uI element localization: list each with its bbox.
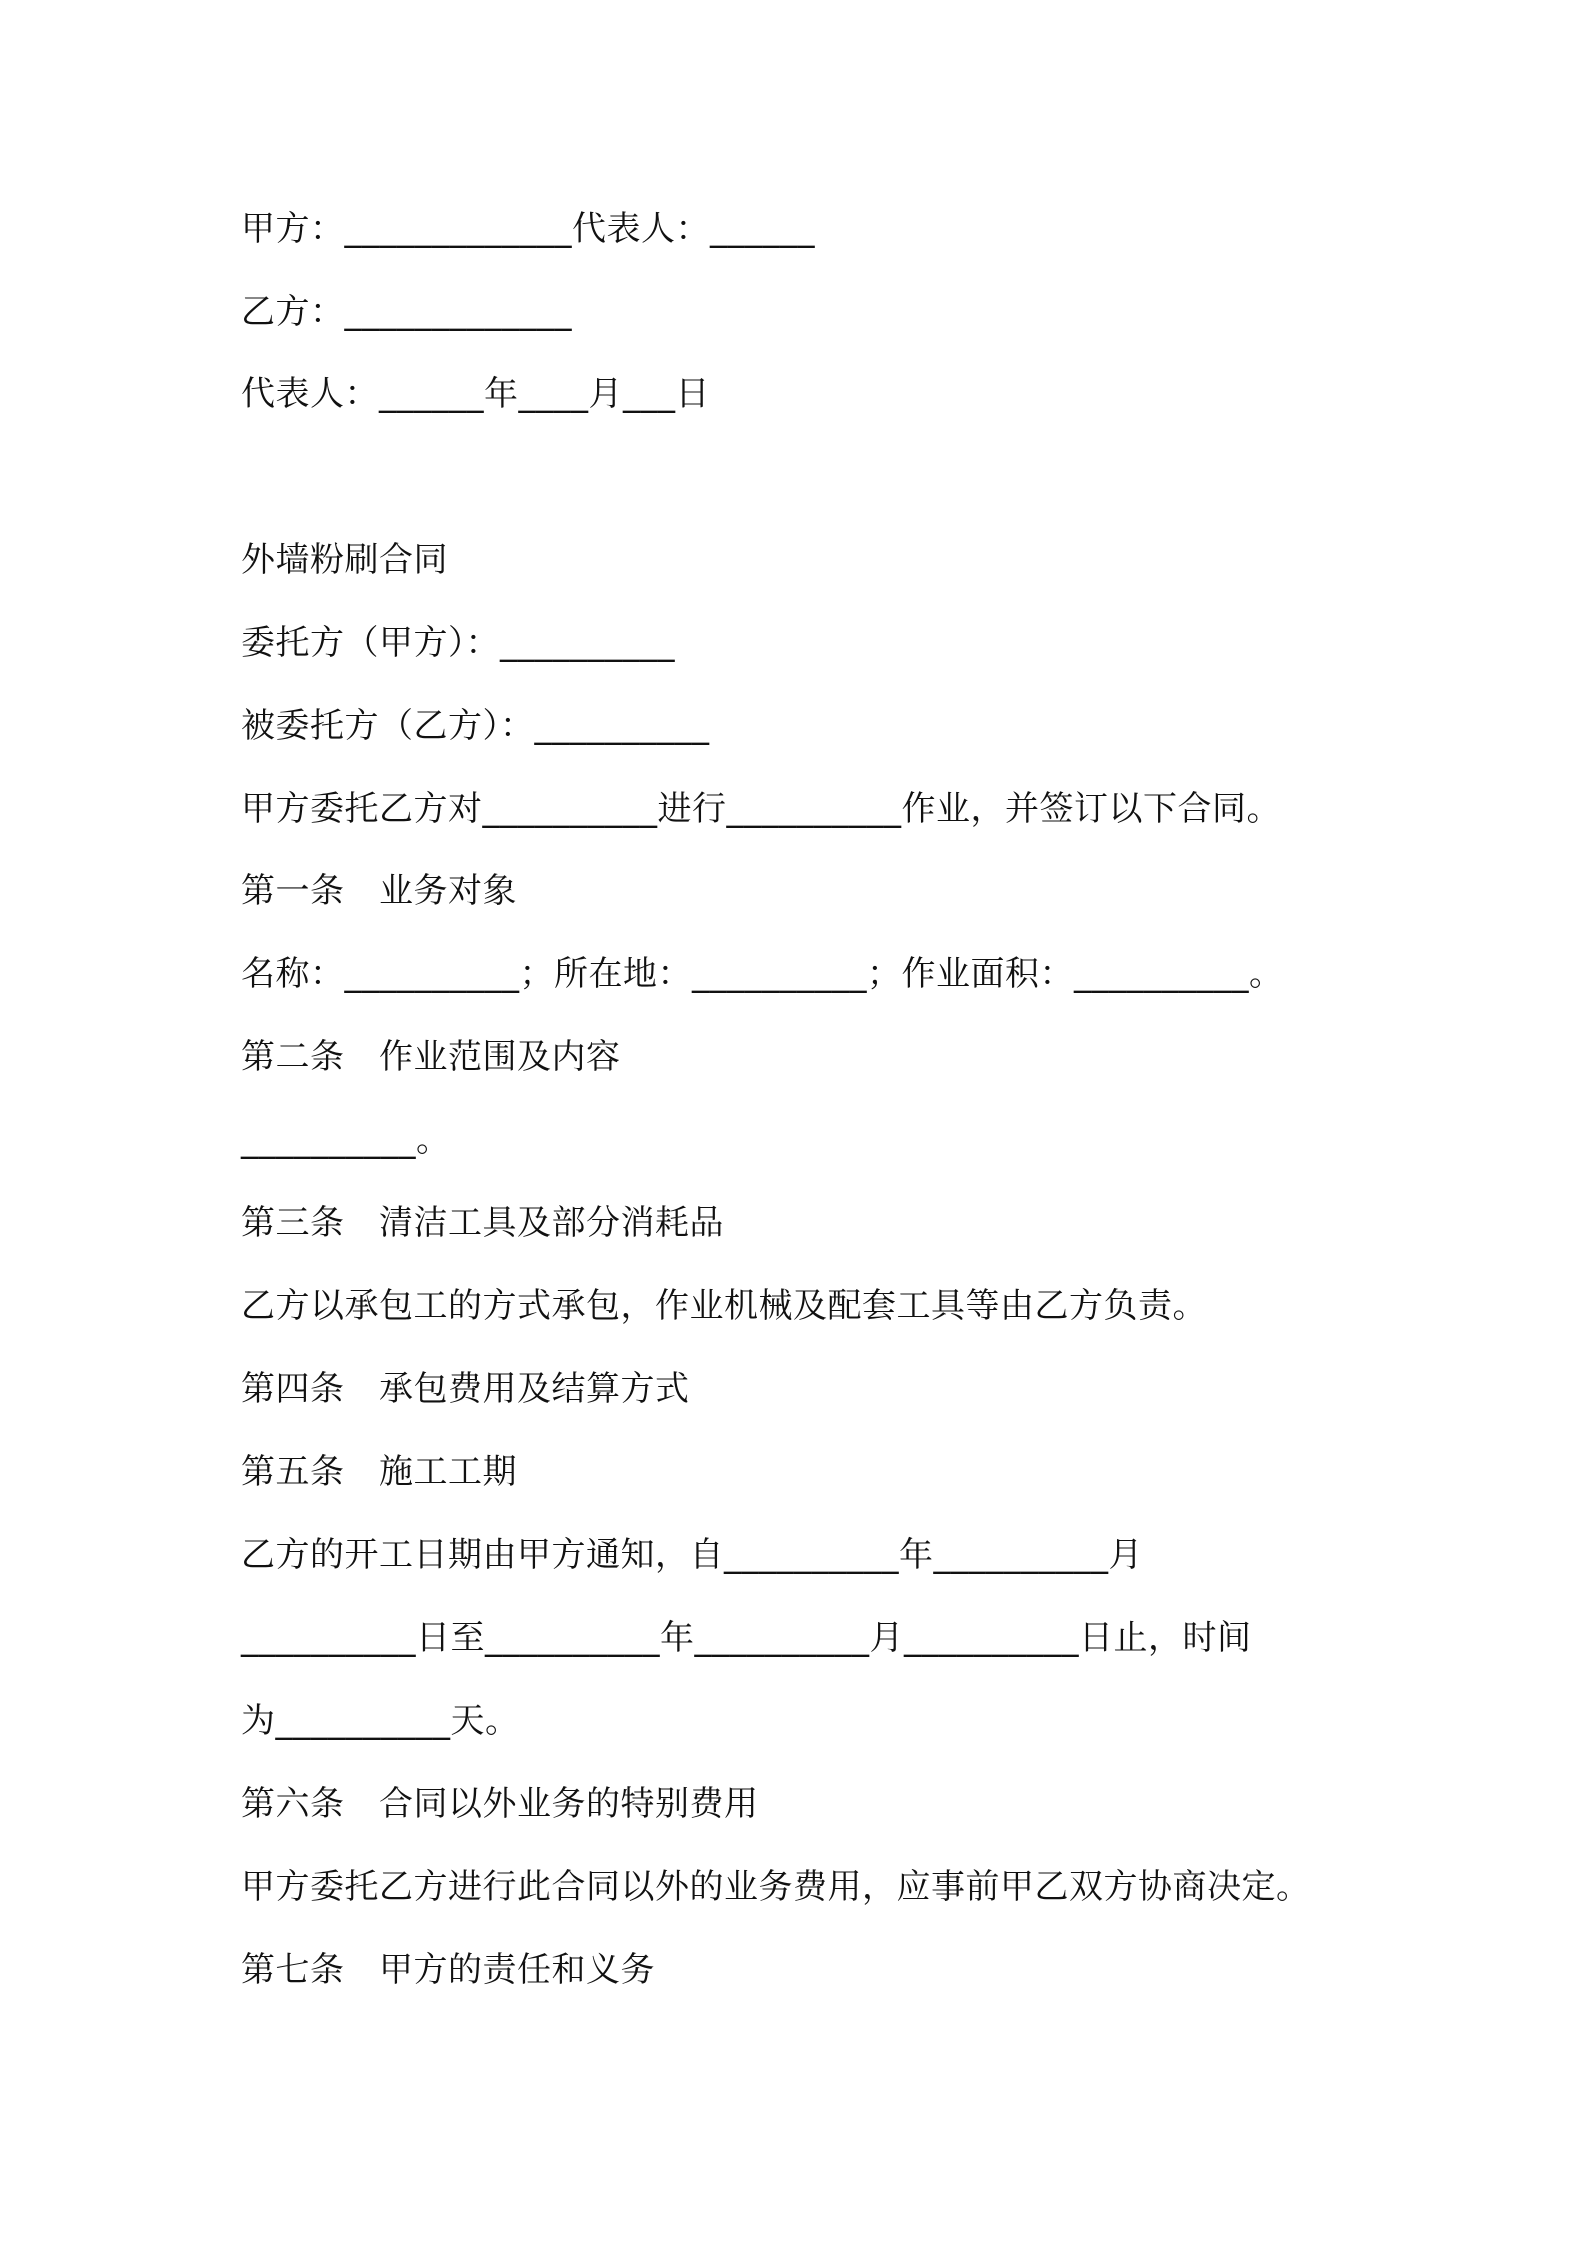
- article-7-heading: 第七条 甲方的责任和义务: [241, 1950, 655, 1990]
- article-6-heading: 第六条 合同以外业务的特别费用: [241, 1784, 759, 1824]
- article-5-line-1: 乙方的开工日期由甲方通知，自__________年__________月: [241, 1535, 1143, 1575]
- article-3-detail: 乙方以承包工的方式承包，作业机械及配套工具等由乙方负责。: [241, 1286, 1207, 1326]
- article-4-heading: 第四条 承包费用及结算方式: [241, 1369, 690, 1409]
- party-a-line: 甲方：_____________代表人：______: [241, 209, 815, 249]
- article-3-heading: 第三条 清洁工具及部分消耗品: [241, 1203, 724, 1243]
- client-line: 委托方（甲方）：__________: [241, 623, 675, 663]
- article-5-line-2: __________日至__________年__________月__________日止，时间: [241, 1618, 1252, 1658]
- contractor-line: 被委托方（乙方）：__________: [241, 706, 710, 746]
- contract-title: 外墙粉刷合同: [241, 540, 448, 580]
- article-5-heading: 第五条 施工工期: [241, 1452, 517, 1492]
- article-2-heading: 第二条 作业范围及内容: [241, 1037, 621, 1077]
- article-1-heading: 第一条 业务对象: [241, 871, 517, 911]
- intro-paragraph: 甲方委托乙方对__________进行__________作业，并签订以下合同。: [241, 789, 1281, 829]
- article-2-detail: __________。: [241, 1120, 451, 1160]
- article-5-line-3: 为__________天。: [241, 1701, 520, 1741]
- representative-date-line: 代表人：______年____月___日: [241, 374, 710, 414]
- article-1-detail: 名称：__________；所在地：__________；作业面积：__________。: [241, 954, 1284, 994]
- article-6-detail: 甲方委托乙方进行此合同以外的业务费用，应事前甲乙双方协商决定。: [241, 1867, 1311, 1907]
- party-b-line: 乙方：_____________: [241, 292, 572, 332]
